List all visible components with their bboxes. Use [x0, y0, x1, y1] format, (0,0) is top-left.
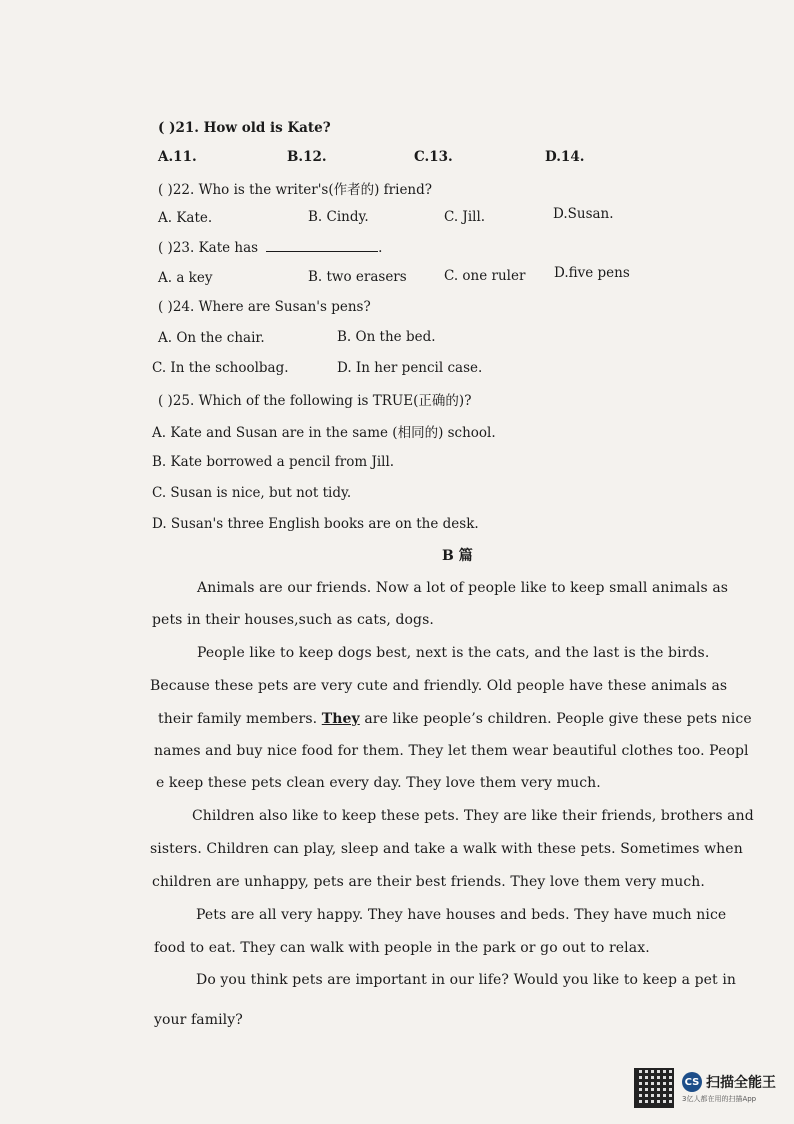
qr-code-icon: [634, 1068, 674, 1108]
q21-option-d: D.14.: [545, 149, 585, 165]
brand-tagline: 3亿人都在用的扫描App: [682, 1095, 757, 1103]
q24-option-c: C. In the schoolbag.: [152, 360, 289, 376]
passage-p5-line2: your family?: [154, 1012, 243, 1028]
passage-p2-line2: Because these pets are very cute and friendly. Old people have these animals as: [150, 678, 728, 694]
passage-p5-line1: Do you think pets are important in our life? Would you like to keep a pet in: [196, 972, 737, 988]
q25-option-b: B. Kate borrowed a pencil from Jill.: [152, 454, 395, 470]
scanner-watermark: [634, 1068, 776, 1108]
q24-option-d: D. In her pencil case.: [337, 360, 483, 376]
passage-p3-line2: sisters. Children can play, sleep and take a walk with these pets. Sometimes when: [150, 841, 743, 857]
q23-option-d: D.five pens: [554, 265, 630, 281]
question-23-text: ( )23. Kate has: [158, 240, 259, 256]
question-25-stem: ( )25. Which of the following is TRUE(正确的)?: [158, 393, 472, 409]
passage-p2-line3: [158, 711, 752, 727]
passage-p2-line5: e keep these pets clean every day. They love them very much.: [156, 775, 601, 791]
section-b-title: B 篇: [442, 548, 473, 564]
passage-p3-line3: children are unhappy, pets are their best friends. They love them very much.: [152, 874, 705, 890]
q23-option-c: C. one ruler: [444, 268, 526, 284]
answer-blank: [266, 239, 378, 252]
q22-option-c: C. Jill.: [444, 209, 486, 225]
passage-p4-line1: Pets are all very happy. They have houses and beds. They have much nice: [196, 907, 727, 923]
brand-name: 扫描全能王: [706, 1075, 776, 1091]
underlined-word-they: They: [321, 711, 360, 727]
q21-option-c: C.13.: [414, 149, 453, 165]
passage-p3-line1: Children also like to keep these pets. They are like their friends, brothers and: [192, 808, 754, 824]
question-21-stem: ( )21. How old is Kate?: [158, 120, 331, 136]
question-24-stem: ( )24. Where are Susan's pens?: [158, 299, 371, 315]
q23-option-b: B. two erasers: [308, 269, 407, 285]
brand-title: [682, 1072, 776, 1092]
q22-option-d: D.Susan.: [553, 206, 614, 222]
question-23-stem: ( )23. Kate has .: [158, 240, 383, 256]
passage-p4-line2: food to eat. They can walk with people in the park or go out to relax.: [154, 940, 650, 956]
q25-option-c: C. Susan is nice, but not tidy.: [152, 485, 352, 501]
q22-option-a: A. Kate.: [158, 210, 213, 226]
q25-option-a: A. Kate and Susan are in the same (相同的) school.: [152, 425, 496, 441]
passage-p2-line1: People like to keep dogs best, next is the cats, and the last is the birds.: [197, 645, 710, 661]
q22-option-b: B. Cindy.: [308, 209, 369, 225]
passage-p1-line2: pets in their houses,such as cats, dogs.: [152, 612, 434, 628]
passage-p1-line1: Animals are our friends. Now a lot of people like to keep small animals as: [197, 580, 729, 596]
cs-logo-icon: CS: [682, 1072, 702, 1092]
question-22-stem: ( )22. Who is the writer's(作者的) friend?: [158, 182, 433, 198]
q21-option-a: A.11.: [158, 149, 197, 165]
q25-option-d: D. Susan's three English books are on the desk.: [152, 516, 479, 532]
q21-option-b: B.12.: [287, 149, 327, 165]
passage-p2-line4: names and buy nice food for them. They let them wear beautiful clothes too. Peopl: [154, 743, 749, 759]
q24-option-b: B. On the bed.: [337, 329, 436, 345]
q23-option-a: A. a key: [158, 270, 213, 286]
passage-p2-line3-start: their family members.: [158, 711, 318, 727]
passage-p2-line3-end: are like people’s children. People give these pets nice: [364, 711, 752, 727]
q24-option-a: A. On the chair.: [158, 330, 265, 346]
brand-block: [682, 1072, 776, 1104]
